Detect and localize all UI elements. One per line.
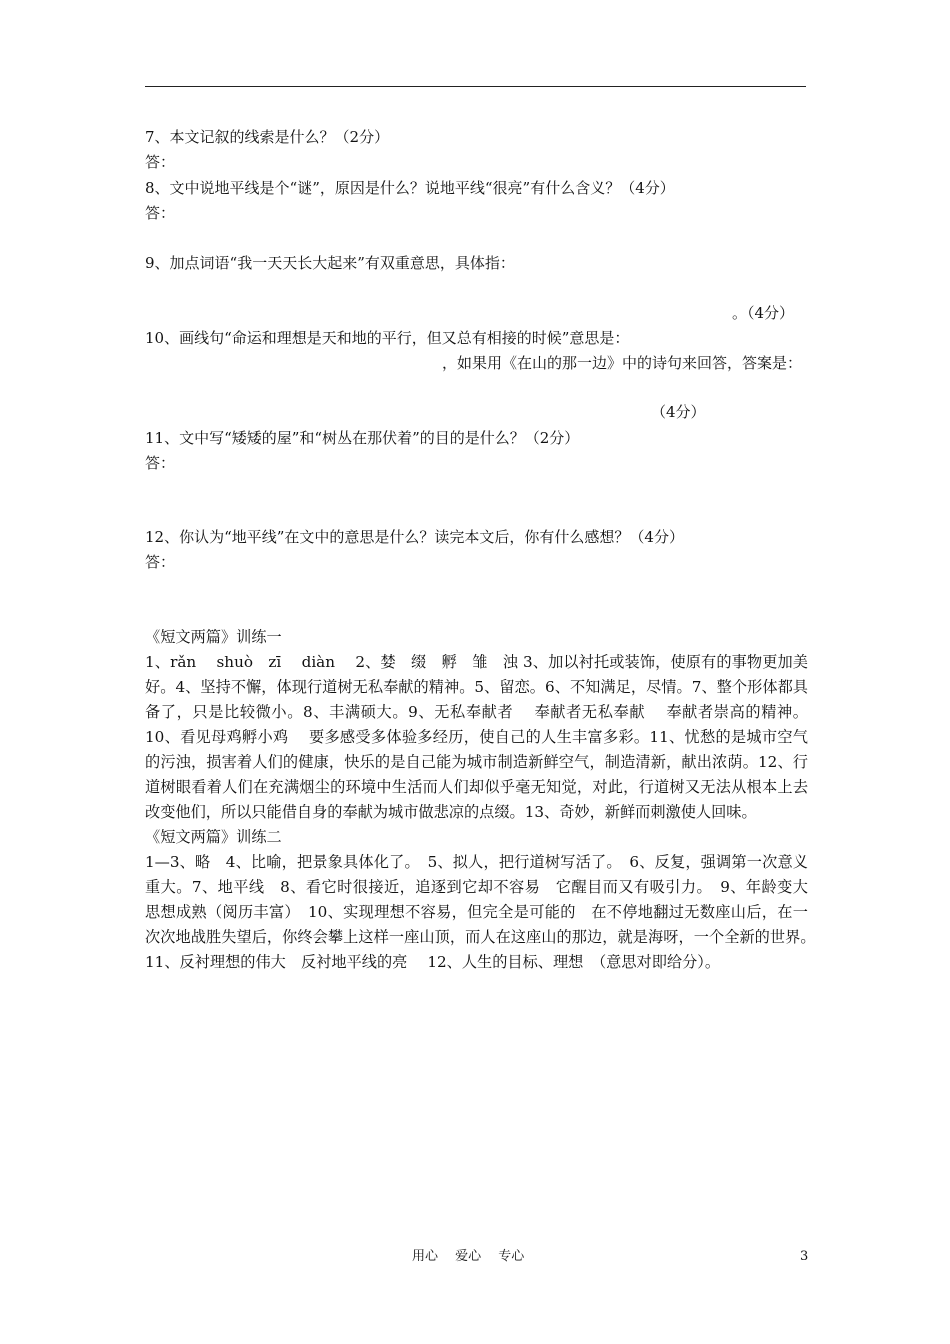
question-10: 10、画线句“命运和理想是天和地的平行，但又总有相接的时候”意思是：	[145, 329, 630, 347]
header-rule	[145, 86, 806, 87]
answer-label: 答：	[145, 204, 176, 222]
question-10-continuation: ，如果用《在山的那一边》中的诗句来回答，答案是：	[441, 354, 802, 372]
question-12: 12、你认为“地平线”在文中的意思是什么？读完本文后，你有什么感想？（4分）	[145, 528, 684, 546]
question-8: 8、文中说地平线是个“谜”，原因是什么？说地平线“很亮”有什么含义？（4分）	[145, 179, 675, 197]
question-9: 9、加点词语“我一天天长大起来”有双重意思，具体指：	[145, 254, 515, 272]
answer-label: 答：	[145, 153, 176, 171]
answer-key-title-1: 《短文两篇》训练一	[145, 628, 282, 646]
question-9-score: 。（4分）	[731, 304, 794, 322]
answer-label: 答：	[145, 454, 176, 472]
answer-key-body-1: 1、rǎn shuò zī diàn 2、婪 缀 孵 雏 浊 3、加以衬托或装饰，使原有的事物更加美好。4、坚持不懈，体现行道树无私奉献的精神。5、留恋。6、不知满足，尽情。7、整个形体都具备了，只是比较微小。8、丰满硕大。9、无私奉献者 奉献者无私奉献 奉献者崇高的精神。10、看见母鸡孵小鸡 要多感受多体验多经历，使自己的人生丰富多彩。11、忧愁的是城市空气的污浊，损害着人们的健康，快乐的是自己能为城市制造新鲜空气，制造清新，献出浓荫。12、行道树眼看着人们在充满烟尘的环境中生活而人们却似乎毫无知觉，对此，行道树又无法从根本上去改变他们，所以只能借自身的奉献为城市做悲凉的点缀。13、奇妙，新鲜而刺激使人回味。	[145, 653, 808, 821]
footer-motto: 用心 爱心 专心	[412, 1249, 525, 1264]
answer-key-title-2: 《短文两篇》训练二	[145, 828, 282, 846]
question-7: 7、本文记叙的线索是什么？（2分）	[145, 128, 390, 146]
answer-key-body-2: 1—3、略 4、比喻，把景象具体化了。 5、拟人，把行道树写活了。 6、反复，强调第一次意义重大。7、地平线 8、看它时很接近，追逐到它却不容易 它醒目而又有吸引力。 9、年龄变大 思想成熟（阅历丰富） 10、实现理想不容易，但完全是可能的 在不停地翻过无数座山后，在一次次地战胜失望后，你终会攀上这样一座山顶，而人在这座山的那边，就是海呀，一个全新的世界。 11、反衬理想的伟大 反衬地平线的亮 12、人生的目标、理想 （意思对即给分）。	[145, 853, 824, 971]
answer-key	[145, 625, 824, 975]
question-10-score: （4分）	[651, 403, 706, 421]
question-11: 11、文中写“矮矮的屋”和“树丛在那伏着”的目的是什么？（2分）	[145, 429, 580, 447]
page-number: 3	[800, 1249, 809, 1264]
answer-label: 答：	[145, 553, 176, 571]
